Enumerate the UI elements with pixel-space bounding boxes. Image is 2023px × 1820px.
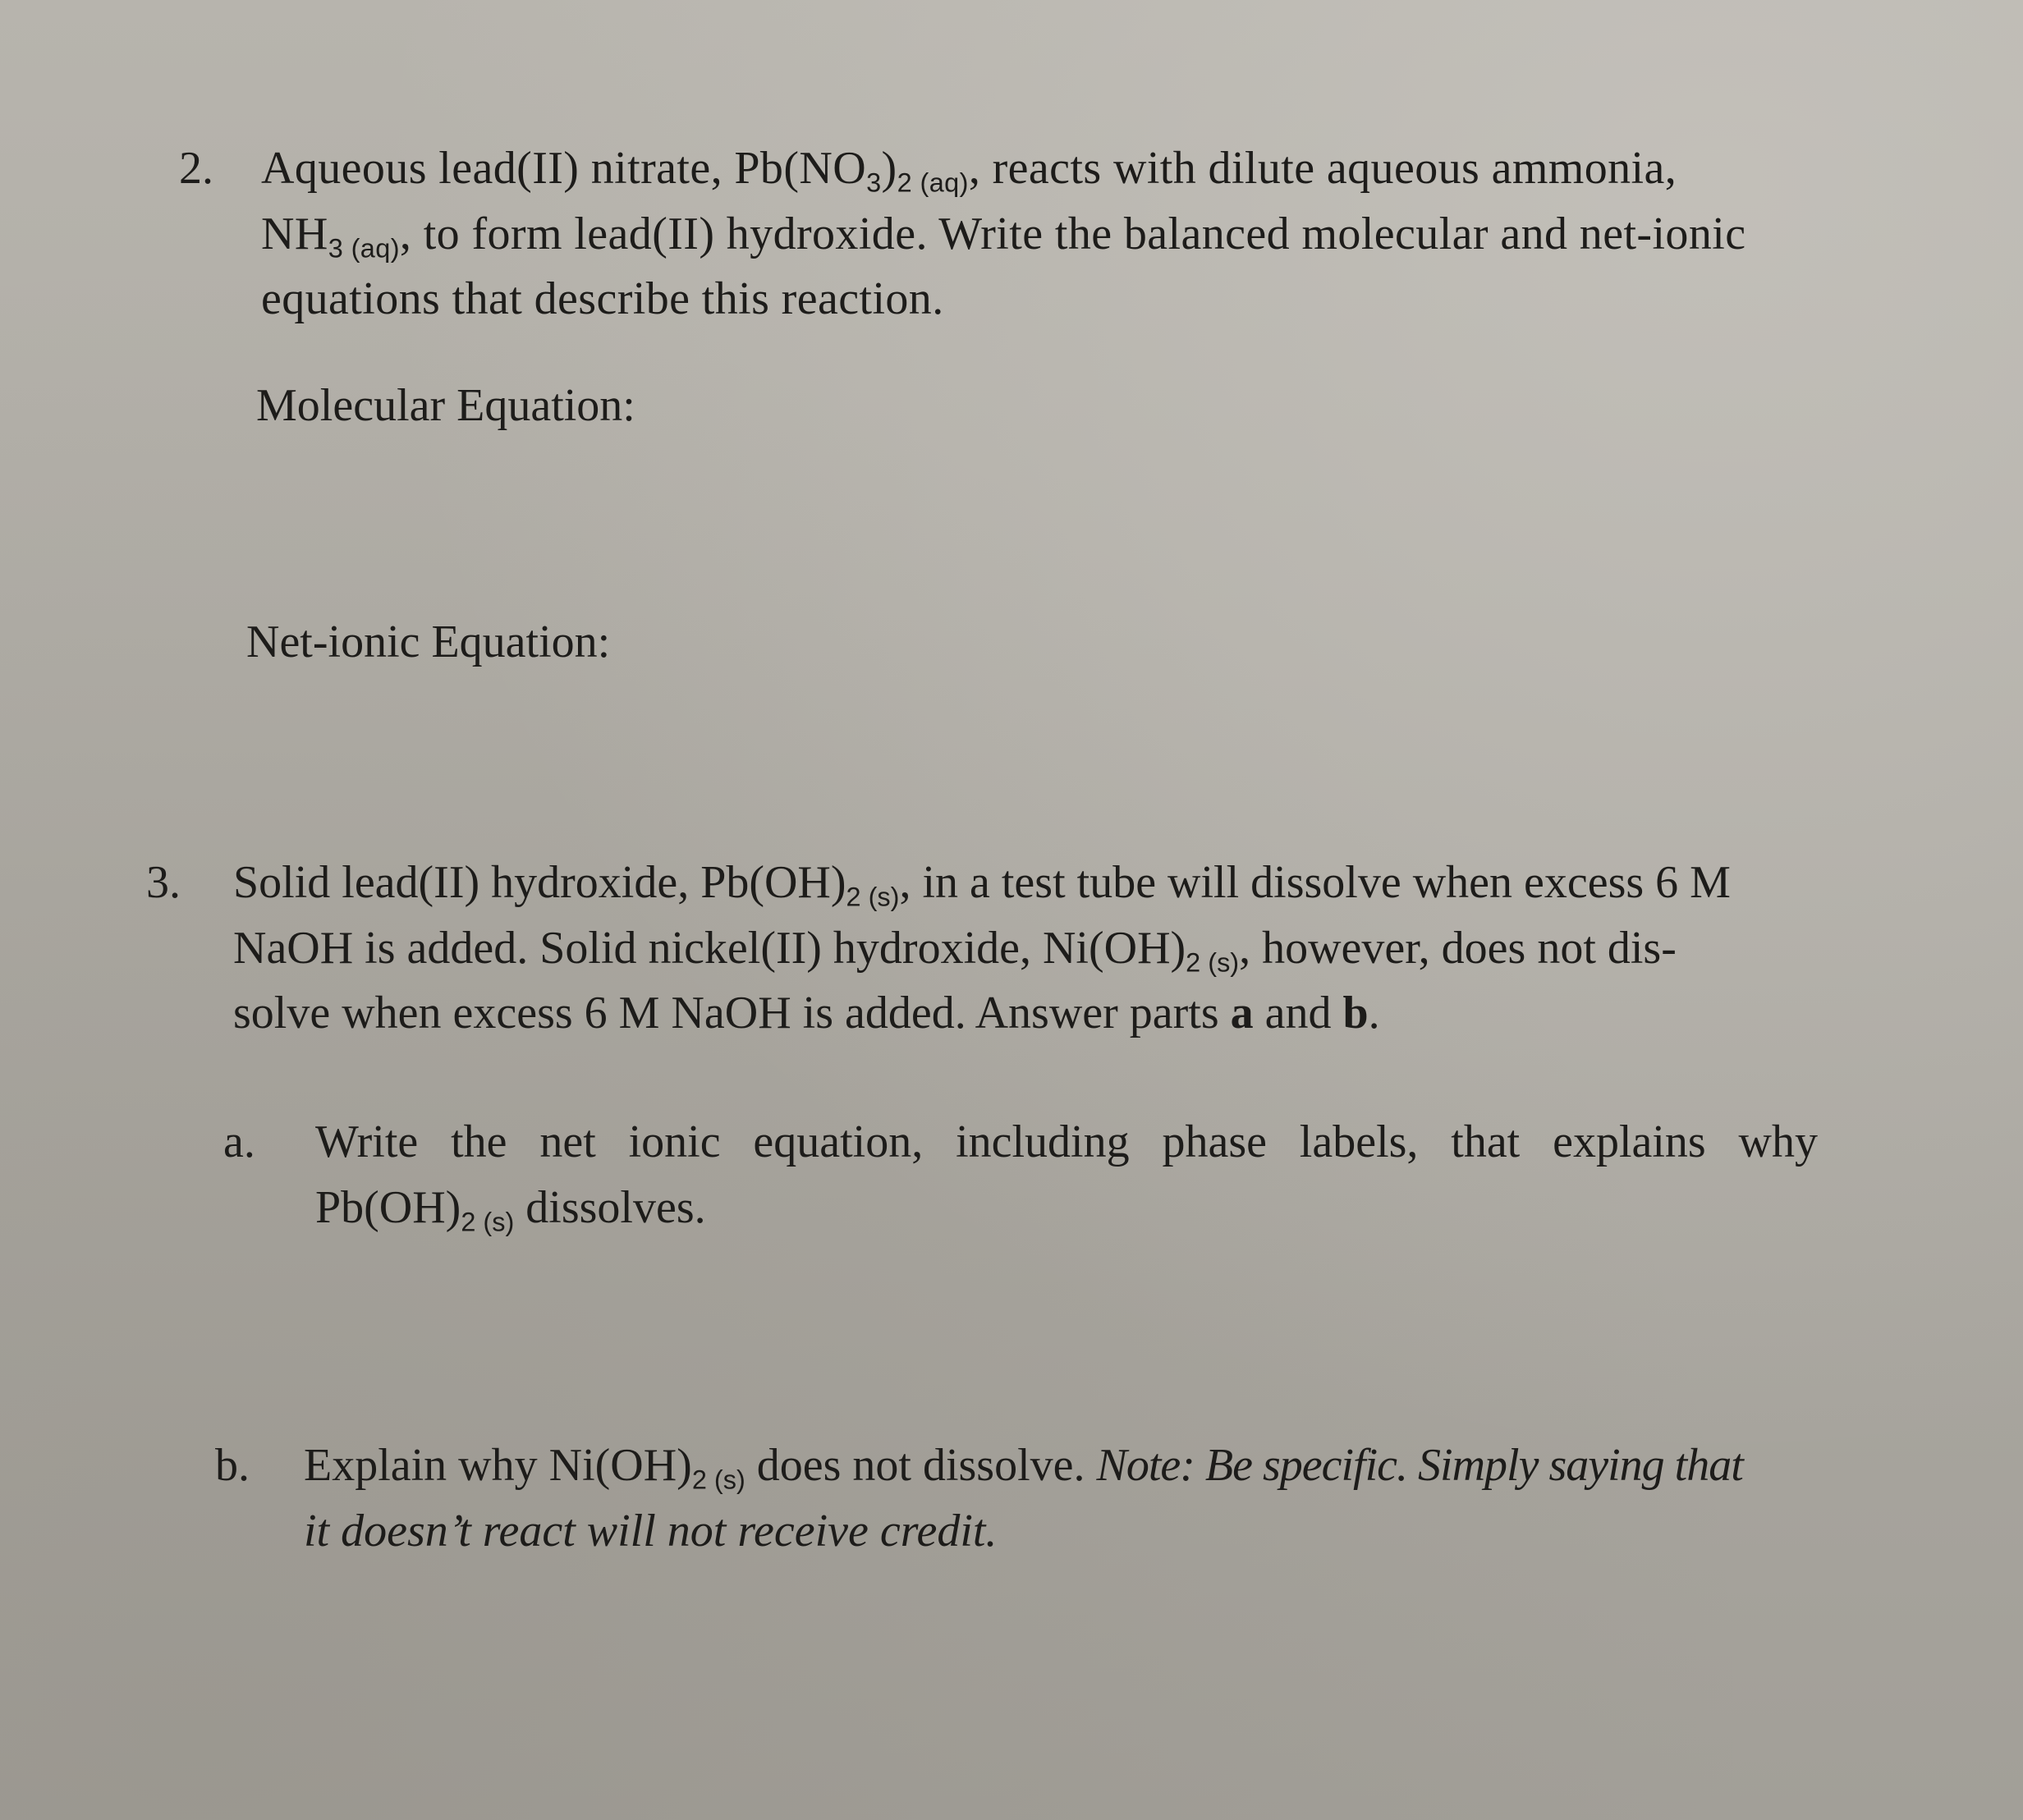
part-b-line-2: it doesn’t react will not receive credit. xyxy=(304,1505,998,1556)
molecular-equation-label: Molecular Equation: xyxy=(256,380,635,431)
part-a-line-1: Write the net ionic equation, including phase labels, that explains why xyxy=(315,1116,1818,1167)
part-b-line-1: Explain why $Ni(OH)_{2 (s)}$ does not dissolve. Note: Be specific. Simply saying that xyxy=(304,1440,1743,1495)
question-3-line-1: Solid lead(II) hydroxide, $Pb(OH)_{2 (s)}$, in a test tube will dissolve when excess 6 M xyxy=(233,857,1731,912)
question-2-line-1: Aqueous lead(II) nitrate, $Pb(NO_3)_{2 (aq)}$, reacts with dilute aqueous ammonia, xyxy=(261,143,1677,198)
question-3-number: 3. xyxy=(146,857,181,908)
part-a-text xyxy=(315,1110,1818,1240)
net-ionic-equation-label: Net-ionic Equation: xyxy=(246,617,611,667)
question-3-line-3: solve when excess 6 M NaOH is added. Answer parts a and b. xyxy=(233,988,1380,1039)
part-a-line-2: $Pb(OH)_{2 (s)}$ dissolves. xyxy=(315,1181,706,1236)
part-a-letter: a. xyxy=(223,1116,255,1167)
question-2-line-3: equations that describe this reaction. xyxy=(261,273,944,325)
question-2-number: 2. xyxy=(179,143,213,194)
question-2-text xyxy=(261,136,1821,332)
part-b-letter: b. xyxy=(215,1440,250,1491)
question-2-line-2: $NH_{3 (aq)}$, to form lead(II) hydroxide. Write the balanced molecular and net-ionic xyxy=(261,208,1746,263)
part-b-text xyxy=(304,1433,1831,1564)
question-3-line-2: NaOH is added. Solid nickel(II) hydroxide, $Ni(OH)_{2 (s)}$, however, does not dis- xyxy=(233,922,1677,977)
question-3-text xyxy=(233,850,1842,1047)
